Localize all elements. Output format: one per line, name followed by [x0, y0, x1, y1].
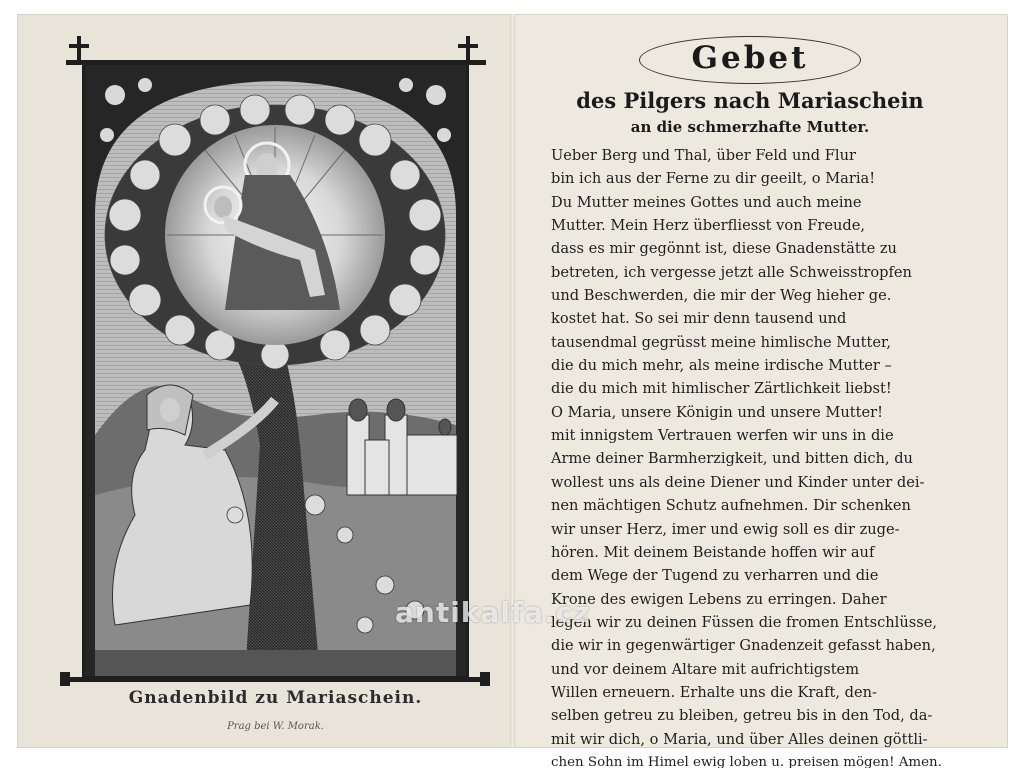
page-subtitle: des Pilgers nach Mariaschein	[576, 88, 924, 113]
prayer-line: die wir in gegenwärtiger Gnadenzeit gefasst haben,	[551, 637, 936, 655]
prayer-line: chen Sohn im Himel ewig loben u. preisen mögen! Amen.	[551, 754, 942, 768]
prayer-line: Arme deiner Barmherzigkeit, und bitten dich, du	[551, 450, 913, 468]
cross-icon	[66, 36, 92, 62]
prayer-line: Willen erneuern. Erhalte uns die Kraft, den-	[551, 683, 877, 701]
prayer-line: wir unser Herz, imer und ewig soll es dir zuge-	[551, 520, 900, 538]
engraving-image	[82, 62, 469, 679]
printer-imprint: Prag bei W. Morak.	[227, 721, 324, 732]
caption-rod	[66, 677, 486, 682]
prayer-line: selben getreu zu bleiben, getreu bis in den Tod, da-	[551, 707, 933, 725]
prayer-line: mit wir dich, o Maria, und über Alles deinen göttli-	[551, 730, 928, 748]
prayer-line: Krone des ewigen Lebens zu erringen. Daher	[551, 590, 887, 608]
prayer-line: und vor deinem Altare mit aufrichtigstem	[551, 660, 860, 678]
prayer-line: nen mächtigen Schutz aufnehmen. Dir schenken	[551, 497, 911, 515]
prayer-line: bin ich aus der Ferne zu dir geeilt, o Maria!	[551, 170, 876, 188]
page-title: Gebet	[691, 40, 809, 76]
prayer-line: hören. Mit deinem Beistande hoffen wir auf	[551, 543, 875, 561]
prayer-line: Du Mutter meines Gottes und auch meine	[551, 193, 862, 211]
prayer-line: Ueber Berg und Thal, über Feld und Flur	[551, 147, 856, 164]
image-caption: Gnadenbild zu Mariaschein.	[128, 688, 423, 708]
prayer-line: die du mich mit himlischer Zärtlichkeit liebst!	[551, 380, 892, 398]
prayer-line: kostet hat. So sei mir denn tausend und	[551, 310, 847, 328]
prayer-line: die du mich mehr, als meine irdische Mutter –	[551, 357, 892, 375]
prayer-text	[551, 144, 949, 768]
prayer-line: dass es mir gegönnt ist, diese Gnadenstätte zu	[551, 240, 897, 258]
cross-icon	[455, 36, 481, 62]
page-dedication: an die schmerzhafte Mutter.	[630, 118, 870, 136]
prayer-line: betreten, ich vergesse jetzt alle Schweisstropfen	[551, 263, 912, 281]
watermark: antikalfa.cz	[395, 596, 591, 629]
prayer-line: und Beschwerden, die mir der Weg hieher ge.	[551, 287, 892, 305]
prayer-line: mit innigstem Vertrauen werfen wir uns in die	[551, 427, 894, 445]
prayer-line: dem Wege der Tugend zu verharren und die	[551, 567, 879, 585]
prayer-line: wollest uns als deine Diener und Kinder unter dei-	[551, 473, 925, 491]
page-fold	[510, 14, 515, 748]
prayer-line: legen wir zu deinen Füssen die fromen Entschlüsse,	[551, 613, 937, 631]
prayer-line: tausendmal gegrüsst meine himlische Mutter,	[551, 333, 891, 351]
prayer-line: O Maria, unsere Königin und unsere Mutter!	[551, 403, 883, 421]
prayer-line: Mutter. Mein Herz überfliesst von Freude,	[551, 217, 866, 235]
